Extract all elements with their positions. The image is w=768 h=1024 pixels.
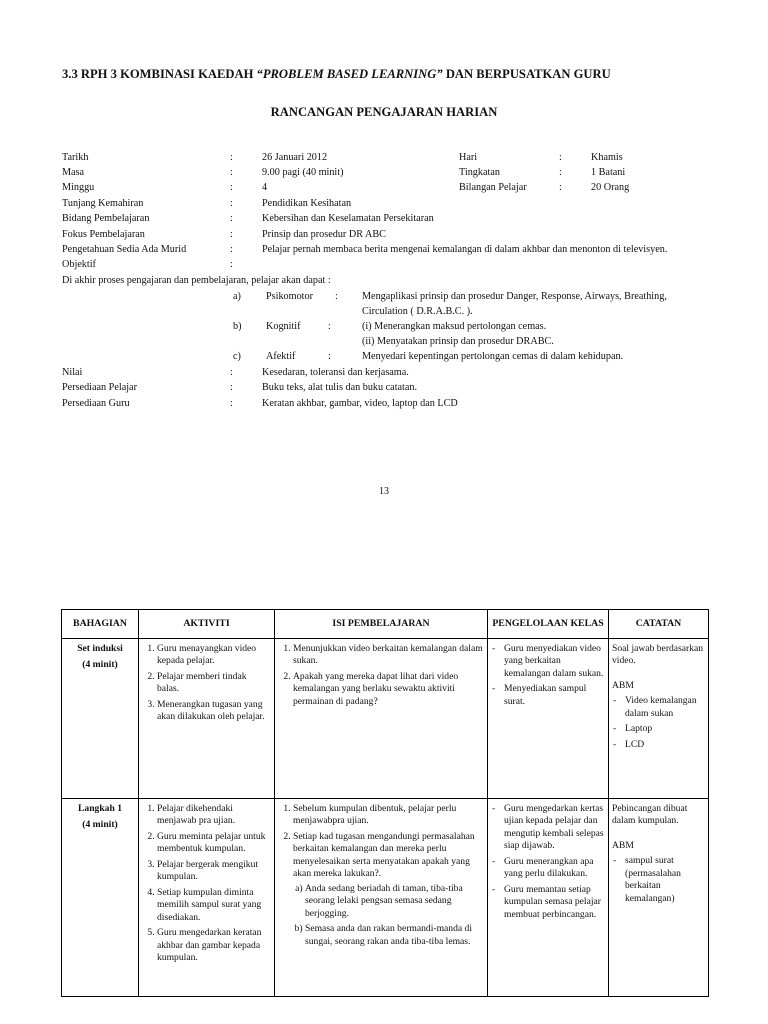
list-item: - Video kemalangan dalam sukan xyxy=(625,695,705,720)
list-item: - Laptop xyxy=(625,723,705,735)
info-colon: : xyxy=(230,367,233,378)
objective-text: Mengaplikasi prinsip dan prosedur Danger, Response, Airways, Breathing, xyxy=(362,291,667,302)
info-colon: : xyxy=(230,198,233,209)
header-catatan: CATATAN xyxy=(609,610,709,639)
page-number: 13 xyxy=(379,486,389,497)
info-value: 20 Orang xyxy=(591,182,630,193)
objective-intro: Di akhir proses pengajaran dan pembelajaran, pelajar akan dapat : xyxy=(62,275,331,286)
catatan-abm: ABM xyxy=(612,839,634,851)
section-time: (4 minit) xyxy=(82,659,118,671)
list-item: - Guru menerangkan apa yang perlu dilakukan. xyxy=(504,856,605,881)
sub-list-item: a. Anda sedang beriadah di taman, tiba-tiba seorang lelaki pengsan semasa sedang berjogging. xyxy=(305,883,484,920)
list-item: 5. Guru mengedarkan keratan akhbar dan gambar kepada kumpulan. xyxy=(157,927,271,964)
list-item-text: Setiap kad tugasan mengandungi permasalahan berkaitan kemalangan dan mereka perlu menyelesaikan serta menyatakan apakah yang akan mereka lakukan?. xyxy=(293,830,475,880)
isi-cell xyxy=(275,799,488,997)
info-label: Hari xyxy=(459,152,478,163)
catatan-cell xyxy=(609,799,709,997)
section-name: Set induksi xyxy=(77,643,123,654)
header-aktiviti: AKTIVITI xyxy=(139,610,275,639)
aktiviti-cell xyxy=(139,799,275,997)
list-item: 1. Sebelum kumpulan dibentuk, pelajar perlu menjawabpra ujian. xyxy=(293,803,484,828)
title-prefix: 3.3 RPH 3 KOMBINASI KAEDAH xyxy=(62,67,257,81)
info-colon: : xyxy=(559,182,562,193)
catatan-abm: ABM xyxy=(612,679,634,691)
header-pengelolaan-kelas: PENGELOLAAN KELAS xyxy=(488,610,609,639)
info-label: Objektif xyxy=(62,259,96,270)
list-item: 2. Guru meminta pelajar untuk membentuk kumpulan. xyxy=(157,831,271,856)
list-item: - sampul surat (permasalahan berkaitan kemalangan) xyxy=(625,855,705,905)
info-colon: : xyxy=(230,259,233,270)
section-cell xyxy=(62,799,139,997)
list-item: 4. Setiap kumpulan diminta memilih sampul surat yang disediakan. xyxy=(157,887,271,924)
info-value: 26 Januari 2012 xyxy=(262,152,328,163)
info-label: Fokus Pembelajaran xyxy=(62,229,145,240)
list-item: 2. Pelajar memberi tindak balas. xyxy=(157,671,271,696)
info-value: Prinsip dan prosedur DR ABC xyxy=(262,229,386,240)
objective-letter: a) xyxy=(233,291,241,302)
title-suffix: DAN BERPUSATKAN GURU xyxy=(442,67,611,81)
info-label: Persediaan Guru xyxy=(62,398,130,409)
list-item: - Guru memantau setiap kumpulan semasa pelajar membuat perbincangan. xyxy=(504,884,605,921)
info-value: Khamis xyxy=(591,152,623,163)
objective-letter: c) xyxy=(233,351,241,362)
catatan-cell xyxy=(609,639,709,799)
info-value: Kesedaran, toleransi dan kerjasama. xyxy=(262,367,409,378)
document-subtitle: RANCANGAN PENGAJARAN HARIAN xyxy=(270,105,498,119)
lesson-plan-table xyxy=(61,609,709,997)
info-label: Tunjang Kemahiran xyxy=(62,198,144,209)
info-colon: : xyxy=(230,213,233,224)
info-colon: : xyxy=(230,382,233,393)
info-label: Nilai xyxy=(62,367,83,378)
objective-text: (ii) Menyatakan prinsip dan prosedur DRABC. xyxy=(362,336,554,347)
info-value: Pendidikan Kesihatan xyxy=(262,198,352,209)
list-item: - Guru menyediakan video yang berkaitan kemalangan dalam sukan. xyxy=(504,643,605,680)
aktiviti-cell xyxy=(139,639,275,799)
sub-list-item: b. Semasa anda dan rakan bermandi-manda di sungai, seorang rakan anda tiba-tiba lemas. xyxy=(305,923,484,948)
pengelolaan-cell xyxy=(488,639,609,799)
info-colon: : xyxy=(230,152,233,163)
table-row xyxy=(62,799,709,997)
info-colon: : xyxy=(230,182,233,193)
info-label: Bilangan Pelajar xyxy=(459,182,527,193)
catatan-note: Pebincangan dibuat dalam kumpulan. xyxy=(612,803,688,827)
info-value: Buku teks, alat tulis dan buku catatan. xyxy=(262,382,418,393)
pengelolaan-cell xyxy=(488,799,609,997)
section-name: Langkah 1 xyxy=(78,803,122,814)
info-value: 1 Batani xyxy=(591,167,626,178)
info-label: Tingkatan xyxy=(459,167,500,178)
table-row xyxy=(62,639,709,799)
list-item: 3. Pelajar bergerak mengikut kumpulan. xyxy=(157,859,271,884)
list-item: 1. Menunjukkan video berkaitan kemalangan dalam sukan. xyxy=(293,643,484,668)
table-header-row xyxy=(62,610,709,639)
catatan-note: Soal jawab berdasarkan video. xyxy=(612,643,704,667)
info-value: Keratan akhbar, gambar, video, laptop dan LCD xyxy=(262,398,458,409)
info-colon: : xyxy=(230,244,233,255)
info-label: Pengetahuan Sedia Ada Murid xyxy=(62,244,187,255)
list-item: - Guru mengedarkan kertas ujian kepada pelajar dan mengutip kembali selepas siap dijawab. xyxy=(504,803,605,853)
header-bahagian: BAHAGIAN xyxy=(62,610,139,639)
info-colon: : xyxy=(230,167,233,178)
info-label: Persediaan Pelajar xyxy=(62,382,137,393)
list-item xyxy=(293,831,484,948)
objective-text: (i) Menerangkan maksud pertolongan cemas. xyxy=(362,321,547,332)
objective-text: Circulation ( D.R.A.B.C. ). xyxy=(362,306,473,317)
info-value: 9.00 pagi (40 minit) xyxy=(262,167,344,178)
info-value: 4 xyxy=(262,182,268,193)
document-title xyxy=(62,67,611,82)
isi-cell xyxy=(275,639,488,799)
info-colon: : xyxy=(559,152,562,163)
info-colon: : xyxy=(230,229,233,240)
section-time: (4 minit) xyxy=(82,819,118,831)
info-label: Bidang Pembelajaran xyxy=(62,213,150,224)
list-item: 2. Apakah yang mereka dapat lihat dari video kemalangan yang berlaku sewaktu aktiviti permainan di padang? xyxy=(293,671,484,708)
info-label: Minggu xyxy=(62,182,95,193)
list-item: - LCD xyxy=(625,739,705,751)
list-item: 3. Menerangkan tugasan yang akan dilakukan oleh pelajar. xyxy=(157,699,271,724)
header-isi-pembelajaran: ISI PEMBELAJARAN xyxy=(275,610,488,639)
list-item: 1. Pelajar dikehendaki menjawab pra ujian. xyxy=(157,803,271,828)
objective-domain: Psikomotor xyxy=(266,291,313,302)
objective-domain: Kognitif xyxy=(266,321,301,332)
objective-domain: Afektif xyxy=(266,351,296,362)
info-value: Pelajar pernah membaca berita mengenai kemalangan di dalam akhbar dan menonton di televisyen. xyxy=(262,244,668,255)
info-label: Tarikh xyxy=(62,152,89,163)
objective-colon: : xyxy=(335,291,338,302)
section-cell xyxy=(62,639,139,799)
info-colon: : xyxy=(230,398,233,409)
info-label: Masa xyxy=(62,167,85,178)
title-italic: “PROBLEM BASED LEARNING” xyxy=(256,67,443,81)
info-colon: : xyxy=(559,167,562,178)
info-value: Kebersihan dan Keselamatan Persekitaran xyxy=(262,213,434,224)
list-item: 1. Guru menayangkan video kepada pelajar. xyxy=(157,643,271,668)
objective-colon: : xyxy=(328,321,331,332)
objective-letter: b) xyxy=(233,321,242,332)
list-item: - Menyediakan sampul surat. xyxy=(504,683,605,708)
objective-colon: : xyxy=(328,351,331,362)
objective-text: Menyedari kepentingan pertolongan cemas di dalam kehidupan. xyxy=(362,351,624,362)
